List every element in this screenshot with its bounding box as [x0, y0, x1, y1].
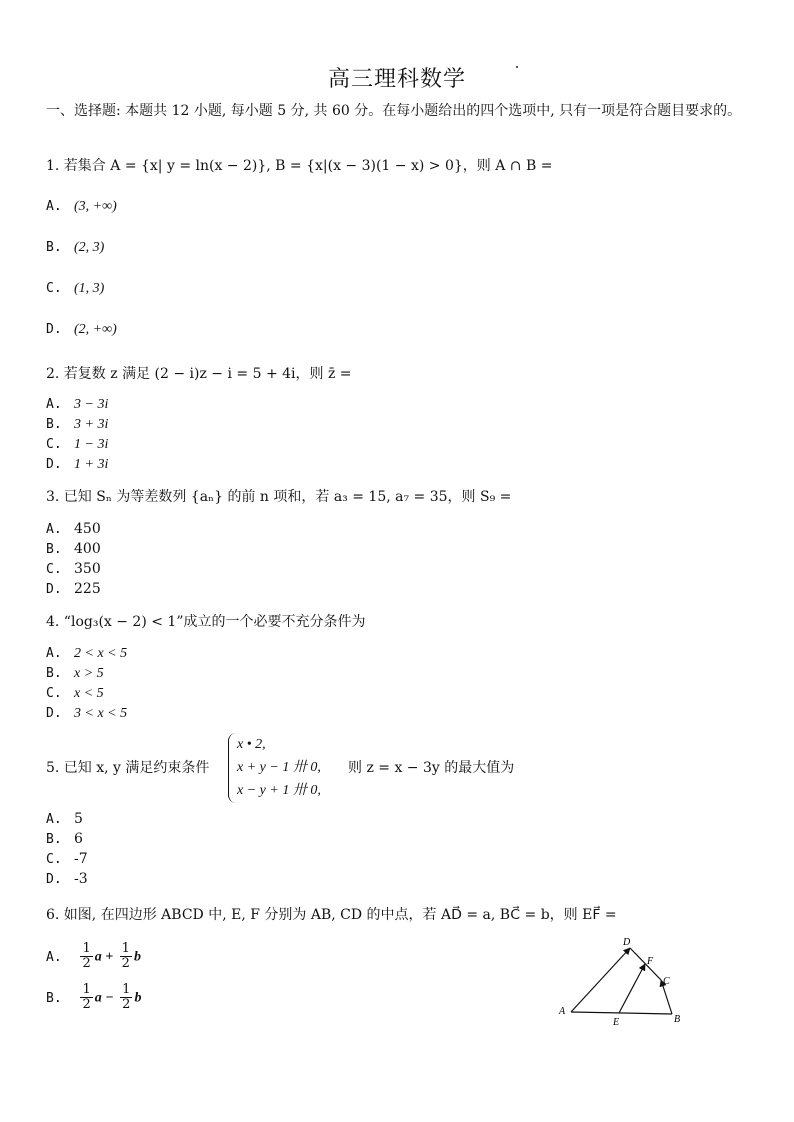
option-text: 2 < x < 5 — [74, 646, 128, 661]
option-text: 3 + 3i — [74, 417, 109, 432]
question-4-option-b[interactable] — [46, 665, 104, 682]
option-text: 1 − 3i — [74, 437, 109, 452]
question-3-option-c[interactable] — [46, 561, 101, 577]
option-letter: C. — [46, 437, 62, 452]
label-c: C — [663, 976, 670, 987]
label-f: F — [647, 956, 654, 967]
question-1-option-d[interactable] — [46, 321, 117, 338]
label-d: D — [623, 937, 631, 948]
option-letter: B. — [46, 832, 62, 847]
segment-dc — [630, 948, 661, 980]
page-title: 高三理科数学 — [327, 67, 466, 92]
option-letter: B. — [46, 990, 62, 1006]
question-2-option-d[interactable] — [46, 456, 108, 473]
question-1-stem: 1. 若集合 A = {x| y = ln(x − 2)}, B = {x|(x − 3)(1 − x) > 0}，则 A ∩ B = — [46, 158, 553, 174]
fraction-half — [120, 942, 132, 971]
option-letter: C. — [46, 852, 62, 867]
option-text: 450 — [74, 521, 101, 537]
question-5-option-b[interactable] — [46, 831, 83, 847]
option-text: 225 — [74, 581, 101, 597]
fraction-numerator: 1 — [121, 941, 130, 956]
fraction-numerator: 1 — [122, 982, 131, 997]
constraint-2: x + y − 1 卅 0, — [237, 760, 321, 775]
question-1-option-c[interactable] — [46, 280, 104, 297]
question-4-option-d[interactable] — [46, 705, 127, 722]
question-2-option-b[interactable] — [46, 416, 108, 433]
question-6-option-b[interactable] — [46, 983, 141, 1012]
question-5-option-d[interactable] — [46, 871, 88, 887]
question-6-stem: 6. 如图, 在四边形 ABCD 中, E, F 分别为 AB, CD 的中点，若 AD⃗ = a, BC⃗ = b，则 EF⃗ = — [46, 907, 617, 923]
fraction-denominator: 2 — [82, 997, 91, 1012]
question-6-option-a[interactable] — [46, 942, 141, 971]
label-e: E — [613, 1017, 620, 1028]
fraction-denominator: 2 — [82, 956, 91, 971]
option-letter: B. — [46, 417, 62, 432]
option-text-part: b — [133, 949, 141, 965]
option-text: 350 — [74, 561, 101, 577]
option-text-part: a − — [94, 990, 114, 1006]
option-letter: C. — [46, 281, 62, 296]
constraint-3: x − y + 1 卅 0, — [237, 783, 321, 798]
fraction-denominator: 2 — [121, 956, 130, 971]
option-text-part: b — [134, 990, 142, 1006]
option-letter: A. — [46, 397, 62, 412]
option-text: x < 5 — [74, 686, 104, 701]
section-intro: 一、选择题: 本题共 12 小题, 每小题 5 分, 共 60 分。在每小题给出的四个选项中, 只有一项是符合题目要求的。 — [46, 103, 742, 119]
question-1-option-b[interactable] — [46, 239, 104, 256]
option-text-part: a + — [94, 949, 114, 965]
option-text: -3 — [74, 871, 88, 887]
fraction-denominator: 2 — [122, 997, 131, 1012]
option-text: 3 < x < 5 — [74, 706, 128, 721]
option-text: 6 — [74, 831, 83, 847]
question-2-stem: 2. 若复数 z 满足 (2 − i)z − i = 5 + 4i，则 z̄ = — [46, 366, 352, 382]
question-5-option-c[interactable] — [46, 851, 88, 867]
constraint-system — [228, 733, 321, 803]
question-4-option-c[interactable] — [46, 685, 104, 702]
quadrilateral-figure — [555, 934, 695, 1029]
question-5-stem-prefix: 5. 已知 x, y 满足约束条件 — [46, 760, 210, 776]
option-letter: A. — [46, 522, 62, 537]
option-letter: A. — [46, 812, 62, 827]
option-letter: D. — [46, 582, 62, 597]
option-text: 400 — [74, 541, 101, 557]
option-letter: C. — [46, 686, 62, 701]
quadrilateral-diagram — [555, 934, 695, 1029]
question-3-option-b[interactable] — [46, 541, 101, 557]
constraint-1: x • 2, — [237, 737, 266, 752]
option-letter: B. — [46, 666, 62, 681]
question-3-option-d[interactable] — [46, 581, 101, 597]
option-text: 5 — [74, 811, 83, 827]
fraction-numerator: 1 — [82, 982, 91, 997]
option-text: 3 − 3i — [74, 397, 109, 412]
vector-ef — [619, 964, 645, 1013]
option-text: (1, 3) — [74, 281, 105, 296]
question-1-option-a[interactable] — [46, 198, 117, 215]
option-text: (2, +∞) — [74, 322, 117, 337]
question-5-stem-suffix: 则 z = x − 3y 的最大值为 — [348, 760, 515, 776]
option-letter: A. — [46, 199, 62, 214]
option-text: 1 + 3i — [74, 457, 109, 472]
fraction-half — [80, 983, 92, 1012]
vector-ad — [571, 948, 630, 1012]
option-letter: D. — [46, 706, 62, 721]
fraction-half — [120, 983, 132, 1012]
option-letter: D. — [46, 872, 62, 887]
option-letter: B. — [46, 542, 62, 557]
option-text: (2, 3) — [74, 240, 105, 255]
option-letter: A. — [46, 949, 62, 965]
option-letter: C. — [46, 562, 62, 577]
option-letter: D. — [46, 322, 62, 337]
question-4-option-a[interactable] — [46, 645, 127, 662]
label-a: A — [559, 1006, 566, 1017]
question-2-option-c[interactable] — [46, 436, 108, 453]
option-letter: B. — [46, 240, 62, 255]
fraction-numerator: 1 — [82, 941, 91, 956]
option-letter: D. — [46, 457, 62, 472]
option-text: -7 — [74, 851, 88, 867]
question-4-stem: 4. “log₃(x − 2) < 1”成立的一个必要不充分条件为 — [46, 614, 366, 630]
question-5-option-a[interactable] — [46, 811, 83, 827]
label-b: B — [674, 1014, 681, 1025]
segment-ab — [571, 1012, 672, 1014]
fraction-half — [80, 942, 92, 971]
question-3-option-a[interactable] — [46, 521, 101, 537]
option-letter: A. — [46, 646, 62, 661]
question-2-option-a[interactable] — [46, 396, 108, 413]
option-text: (3, +∞) — [74, 199, 117, 214]
question-3-stem: 3. 已知 Sₙ 为等差数列 {aₙ} 的前 n 项和，若 a₃ = 15, a₇ = 35，则 S₉ = — [46, 489, 512, 505]
option-text: x > 5 — [74, 666, 104, 681]
